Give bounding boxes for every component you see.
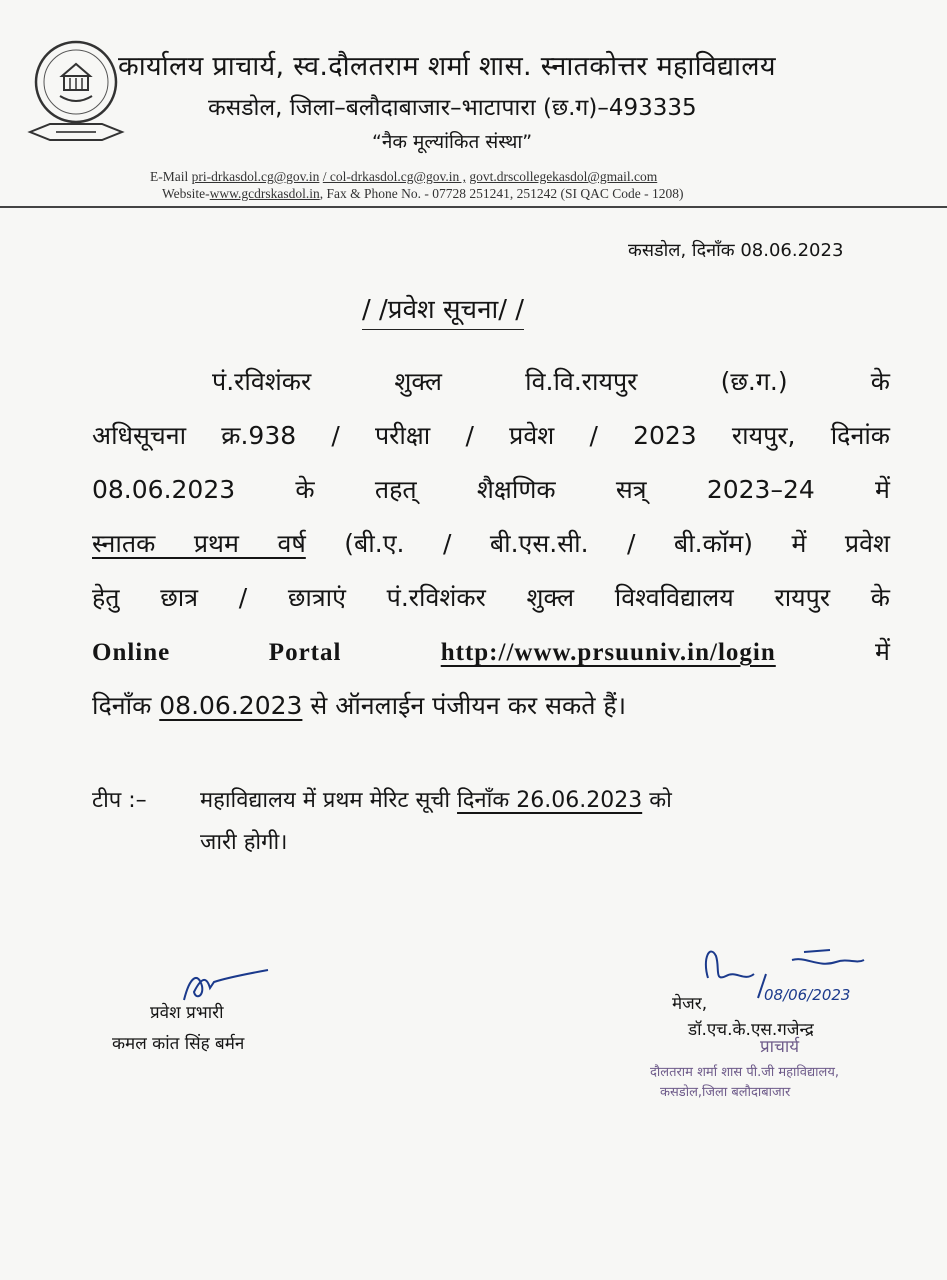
email-link-3[interactable]: govt.drscollegekasdol@gmail.com <box>469 169 658 184</box>
website-link[interactable]: www.gcdrskasdol.in <box>209 186 320 201</box>
body-line-5: हेतु छात्र / छात्राएं पं.रविशंकर शुक्ल विश्वविद्यालय रायपुर के <box>92 583 890 612</box>
college-stamp-line-2: कसडोल,जिला बलौदाबाजार <box>660 1085 791 1100</box>
body-line-3: 08.06.2023 के तहत् शैक्षणिक सत्र् 2023–24 में <box>92 475 890 504</box>
email-link-1[interactable]: pri-drkasdol.cg@gov.in <box>191 169 320 184</box>
tip-suffix: को <box>649 788 672 813</box>
online-portal-label: Online Portal <box>92 639 342 666</box>
naac-accreditation: “नैक मूल्यांकित संस्था” <box>372 131 533 153</box>
merit-list-date: दिनाँक 26.06.2023 <box>457 788 643 813</box>
college-stamp-line-1: दौलतराम शर्मा शास पी.जी महाविद्यालय, <box>650 1065 840 1080</box>
body-line-4 <box>92 517 890 571</box>
registration-date: 08.06.2023 <box>159 691 303 720</box>
office-name: कार्यालय प्राचार्य, स्व.दौलतराम शर्मा शास. स्नातकोत्तर महाविद्यालय <box>118 51 776 82</box>
website-label: Website- <box>162 186 210 201</box>
principal-name: डॉ.एच.के.एस.गजेन्द्र <box>688 1020 814 1040</box>
body-line-2: अधिसूचना क्र.938 / परीक्षा / प्रवेश / 2023 रायपुर, दिनांक <box>92 421 890 450</box>
body-line-1: पं.रविशंकर शुक्ल वि.वि.रायपुर (छ.ग.) के <box>212 367 890 396</box>
admission-incharge-role: प्रवेश प्रभारी <box>150 1003 224 1023</box>
body-line-7 <box>92 679 890 733</box>
course-highlight: स्नातक प्रथम वर्ष <box>92 529 306 558</box>
tip-text-line-1 <box>200 784 672 814</box>
email-label: E-Mail <box>150 169 189 184</box>
principal-rank: मेजर, <box>672 994 708 1014</box>
course-list: (बी.ए. / बी.एस.सी. / बी.कॉम) में प्रवेश <box>344 529 891 558</box>
body-line-6 <box>92 625 890 679</box>
tip-merit-text: महाविद्यालय में प्रथम मेरिट सूची <box>200 788 451 813</box>
email-link-2[interactable]: / col-drkasdol.cg@gov.in , <box>322 169 466 184</box>
portal-url-link[interactable]: http://www.prsuuniv.in/login <box>440 639 776 666</box>
admission-incharge-name: कमल कांत सिंह बर्मन <box>112 1034 245 1054</box>
tip-label: टीप :– <box>92 788 147 813</box>
notice-title: / /प्रवेश सूचना/ / <box>362 290 524 330</box>
registration-date-label: दिनाँक <box>92 691 152 720</box>
header-divider <box>0 206 947 208</box>
principal-role: प्राचार्य <box>760 1037 800 1057</box>
portal-suffix: में <box>875 637 890 666</box>
college-emblem-logo <box>26 36 126 148</box>
date-line: कसडोल, दिनाँक 08.06.2023 <box>628 240 844 261</box>
handwritten-sign-date: 08/06/2023 <box>764 986 851 1004</box>
tip-text-line-2: जारी होगी। <box>200 830 288 855</box>
office-address: कसडोल, जिला–बलौदाबाजार–भाटापारा (छ.ग)–493335 <box>208 95 697 121</box>
phone-info: , Fax & Phone No. - 07728 251241, 251242 (SI QAC Code - 1208) <box>319 186 684 201</box>
registration-text: से ऑनलाईन पंजीयन कर सकते हैं। <box>310 691 627 720</box>
contact-block <box>150 168 684 202</box>
